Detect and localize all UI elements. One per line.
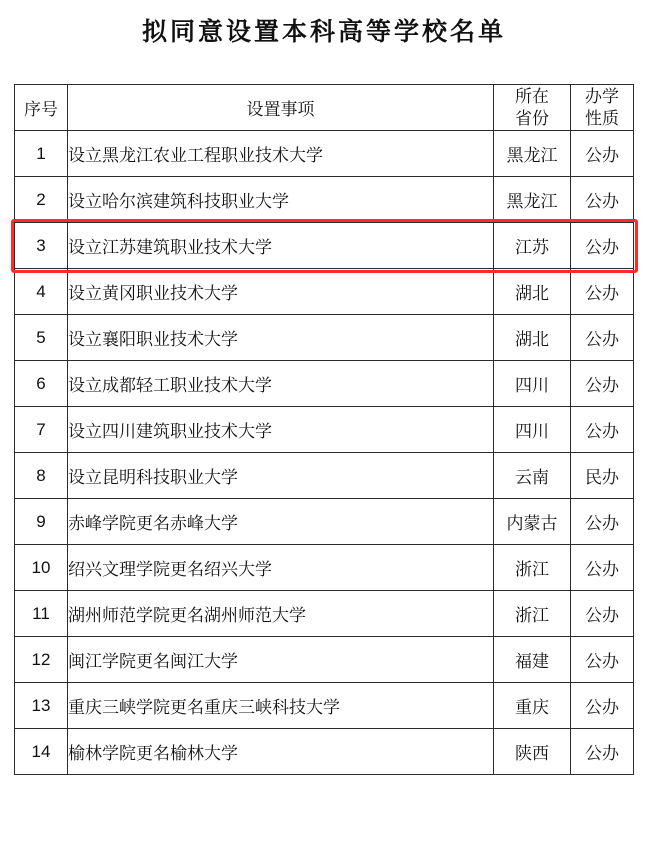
- cell-seq: 5: [15, 315, 68, 361]
- table-body: [15, 131, 634, 775]
- cell-type: 公办: [571, 269, 634, 315]
- cell-type: 公办: [571, 315, 634, 361]
- cell-type: 公办: [571, 361, 634, 407]
- cell-seq: 6: [15, 361, 68, 407]
- table-row: [15, 361, 634, 407]
- header-province: [494, 85, 571, 131]
- cell-item: 设立黑龙江农业工程职业技术大学: [68, 131, 494, 177]
- cell-item: 设立成都轻工职业技术大学: [68, 361, 494, 407]
- header-type: [571, 85, 634, 131]
- cell-type: 公办: [571, 729, 634, 775]
- cell-item: 闽江学院更名闽江大学: [68, 637, 494, 683]
- university-list-table: [14, 84, 634, 775]
- table-row: [15, 177, 634, 223]
- cell-item: 设立哈尔滨建筑科技职业大学: [68, 177, 494, 223]
- cell-province: 浙江: [494, 545, 571, 591]
- cell-type: 公办: [571, 223, 634, 269]
- header-seq: 序号: [15, 85, 68, 131]
- cell-type: 公办: [571, 131, 634, 177]
- cell-seq: 11: [15, 591, 68, 637]
- table-header: [15, 85, 634, 131]
- cell-province: 黑龙江: [494, 131, 571, 177]
- cell-seq: 8: [15, 453, 68, 499]
- table-row: [15, 315, 634, 361]
- page-title: 拟同意设置本科高等学校名单: [141, 17, 506, 46]
- cell-item: 设立江苏建筑职业技术大学: [68, 223, 494, 269]
- table-row-highlighted: [15, 223, 634, 269]
- table-row: [15, 407, 634, 453]
- cell-province: 湖北: [494, 269, 571, 315]
- cell-province: 江苏: [494, 223, 571, 269]
- table-row: [15, 545, 634, 591]
- cell-province: 湖北: [494, 315, 571, 361]
- cell-seq: 10: [15, 545, 68, 591]
- cell-type: 公办: [571, 637, 634, 683]
- cell-seq: 1: [15, 131, 68, 177]
- cell-item: 设立黄冈职业技术大学: [68, 269, 494, 315]
- cell-seq: 12: [15, 637, 68, 683]
- table-row: [15, 269, 634, 315]
- cell-seq: 7: [15, 407, 68, 453]
- table-row: [15, 637, 634, 683]
- cell-seq: 2: [15, 177, 68, 223]
- cell-province: 陕西: [494, 729, 571, 775]
- table-row: [15, 453, 634, 499]
- cell-type: 公办: [571, 545, 634, 591]
- cell-type: 公办: [571, 591, 634, 637]
- cell-province: 四川: [494, 407, 571, 453]
- cell-province: 内蒙古: [494, 499, 571, 545]
- cell-type: 公办: [571, 177, 634, 223]
- cell-seq: 4: [15, 269, 68, 315]
- cell-item: 榆林学院更名榆林大学: [68, 729, 494, 775]
- cell-seq: 13: [15, 683, 68, 729]
- header-province-line2: 省份: [515, 108, 549, 128]
- cell-province: 云南: [494, 453, 571, 499]
- cell-item: 绍兴文理学院更名绍兴大学: [68, 545, 494, 591]
- cell-province: 四川: [494, 361, 571, 407]
- table-row: [15, 131, 634, 177]
- cell-item: 设立四川建筑职业技术大学: [68, 407, 494, 453]
- header-item: 设置事项: [68, 85, 494, 131]
- table-row: [15, 729, 634, 775]
- header-type-line1: 办学: [585, 87, 619, 107]
- cell-province: 福建: [494, 637, 571, 683]
- cell-item: 设立昆明科技职业大学: [68, 453, 494, 499]
- table-header-row: [15, 85, 634, 131]
- table-row: [15, 591, 634, 637]
- cell-province: 浙江: [494, 591, 571, 637]
- cell-item: 湖州师范学院更名湖州师范大学: [68, 591, 494, 637]
- cell-seq: 9: [15, 499, 68, 545]
- cell-type: 公办: [571, 407, 634, 453]
- cell-item: 重庆三峡学院更名重庆三峡科技大学: [68, 683, 494, 729]
- header-type-line2: 性质: [585, 108, 619, 128]
- cell-province: 黑龙江: [494, 177, 571, 223]
- table-row: [15, 499, 634, 545]
- cell-type: 民办: [571, 453, 634, 499]
- cell-item: 赤峰学院更名赤峰大学: [68, 499, 494, 545]
- cell-seq: 14: [15, 729, 68, 775]
- table-row: [15, 683, 634, 729]
- cell-type: 公办: [571, 499, 634, 545]
- cell-type: 公办: [571, 683, 634, 729]
- table-container: [0, 58, 648, 775]
- cell-province: 重庆: [494, 683, 571, 729]
- cell-seq: 3: [15, 223, 68, 269]
- header-province-line1: 所在: [515, 87, 549, 107]
- cell-item: 设立襄阳职业技术大学: [68, 315, 494, 361]
